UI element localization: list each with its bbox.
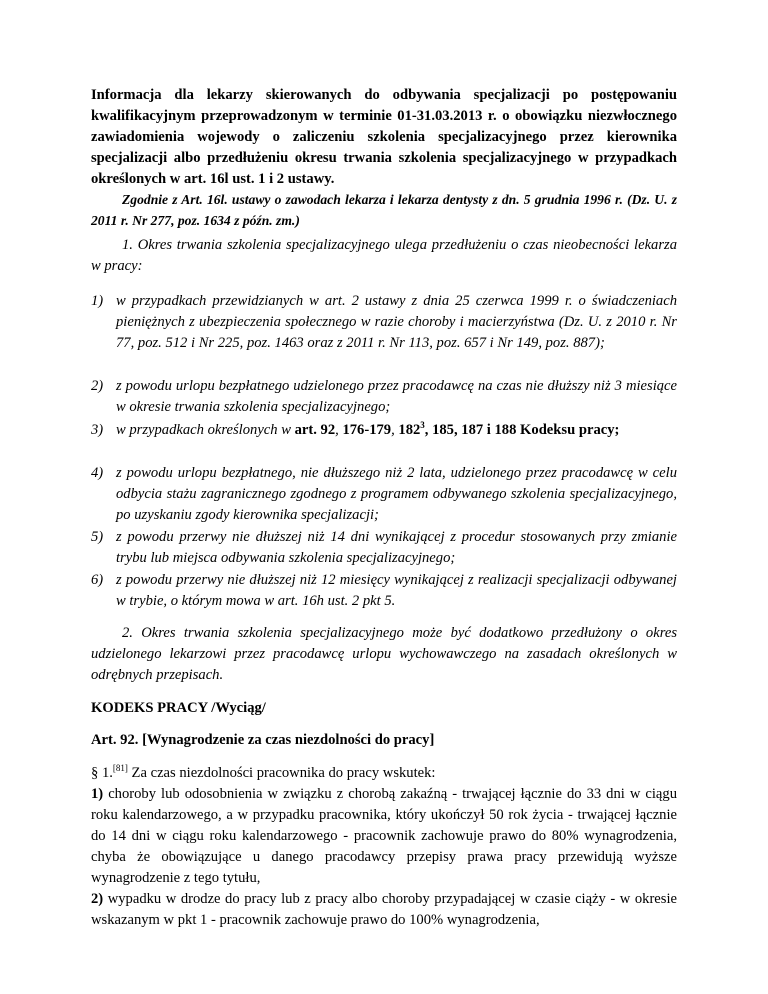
list-item-text: z powodu urlopu bezpłatnego, nie dłuższego niż 2 lata, udzielonego przez pracodawcę w celu odbycia stażu zagranicznego zgodnego z programem odbywanego szkolenia specjalizacyjnego, po uzyskaniu zgody kierownika specjalizacji; (116, 465, 677, 523)
list-item-number: 3) (91, 422, 104, 438)
list-item-number: 1) (91, 293, 104, 309)
list-item-text: w przypadkach przewidzianych w art. 2 ustawy z dnia 25 czerwca 1999 r. o świadczeniach pieniężnych z ubezpieczenia społecznego w razie choroby i macierzyństwa (Dz. U. z 2010 r. Nr 77, poz. 512 i Nr 225, poz. 1463 oraz z 2011 r. Nr 113, poz. 657 i Nr 149, poz. 887); (116, 293, 677, 351)
list-item-number: 4) (91, 465, 104, 481)
list-item (91, 463, 677, 526)
point-number: 1) (91, 786, 104, 802)
list-item-text-pre: w przypadkach określonych w (116, 422, 295, 438)
list-item-number: 6) (91, 572, 104, 588)
list-item-text: z powodu urlopu bezpłatnego udzielonego przez pracodawcę na czas nie dłuższy niż 3 miesiące w okresie trwania szkolenia specjalizacyjnego; (116, 378, 677, 415)
footnote-marker: [81] (112, 763, 128, 774)
list-item-text (116, 420, 677, 441)
list-item (91, 291, 677, 354)
point-number: 2) (91, 891, 104, 907)
point-text: choroby lub odosobnienia w związku z chorobą zakaźną - trwającej łącznie do 33 dni w ciągu roku kalendarzowego, a w przypadku pracownika, który ukończył 50 rok życia - trwającej łącznie do 14 dni w ciągu roku kalendarzowego - pracownik zachowuje prawo do 80% wynagrodzenia, chyba że obowiązujące u danego pracodawcy przepisy prawa pracy przewidują wyższe wynagrodzenie z tego tytułu, (91, 786, 678, 886)
separator: , (335, 422, 343, 438)
list-item-number: 2) (91, 378, 104, 394)
kodeks-reference: art. 92 (294, 422, 336, 438)
list-item (91, 376, 677, 418)
article-section (91, 763, 677, 931)
point-text: wypadku w drodze do pracy lub z pracy albo choroby przypadającej w czasie ciąży - w okresie wskazanym w pkt 1 - pracownik zachowuje prawo do 100% wynagrodzenia, (91, 891, 677, 928)
paragraph-2: 2. Okres trwania szkolenia specjalizacyjnego może być dodatkowo przedłużony o okres udzielonego lekarzowi przez pracodawcę urlopu wychowawczego na zasadach określonych w odrębnych przepisach. (91, 625, 677, 683)
kodeks-reference: 182 (398, 422, 421, 438)
superscript: 3 (420, 420, 425, 431)
document-header: Informacja dla lekarzy skierowanych do odbywania specjalizacji po postępowaniu kwalifikacyjnym przeprowadzonym w terminie 01-31.03.2013 r. o obowiązku niezwłocznego zawiadomienia wojewody o zaliczeniu szkolenia specjalizacyjnego przez kierownika specjalizacji albo przedłużeniu okresu trwania szkolenia specjalizacyjnego w przypadkach określonych w art. 16l ust. 1 i 2 ustawy. (91, 87, 677, 187)
list-item-text: z powodu przerwy nie dłuższej niż 14 dni wynikającej z procedur stosowanych przy zmianie trybu lub miejsca odbywania szkolenia specjalizacyjnego; (116, 529, 677, 566)
section-prefix: § 1. (91, 765, 113, 781)
list-item (91, 420, 677, 441)
list-item-number: 5) (91, 529, 104, 545)
kodeks-title: KODEKS PRACY /Wyciąg/ (91, 700, 266, 716)
kodeks-reference: , 185, 187 i 188 Kodeksu pracy; (424, 422, 620, 438)
section-intro: Za czas niezdolności pracownika do pracy wskutek: (131, 765, 436, 781)
law-citation: Zgodnie z Art. 16l. ustawy o zawodach lekarza i lekarza dentysty z dn. 5 grudnia 1996 r. (Dz. U. z 2011 r. Nr 277, poz. 1634 z późn. zm.) (91, 192, 677, 228)
kodeks-reference: 176-179 (342, 422, 392, 438)
list-item-text: z powodu przerwy nie dłuższej niż 12 miesięcy wynikającej z realizacji specjalizacji odbywanej w trybie, o którym mowa w art. 16h ust. 2 pkt 5. (116, 572, 677, 609)
list-item (91, 527, 677, 569)
separator: , (391, 422, 399, 438)
article-title: Art. 92. [Wynagrodzenie za czas niezdolności do pracy] (91, 732, 435, 748)
list-item (91, 570, 677, 612)
paragraph-1: 1. Okres trwania szkolenia specjalizacyjnego ulega przedłużeniu o czas nieobecności lekarza w pracy: (91, 237, 677, 274)
